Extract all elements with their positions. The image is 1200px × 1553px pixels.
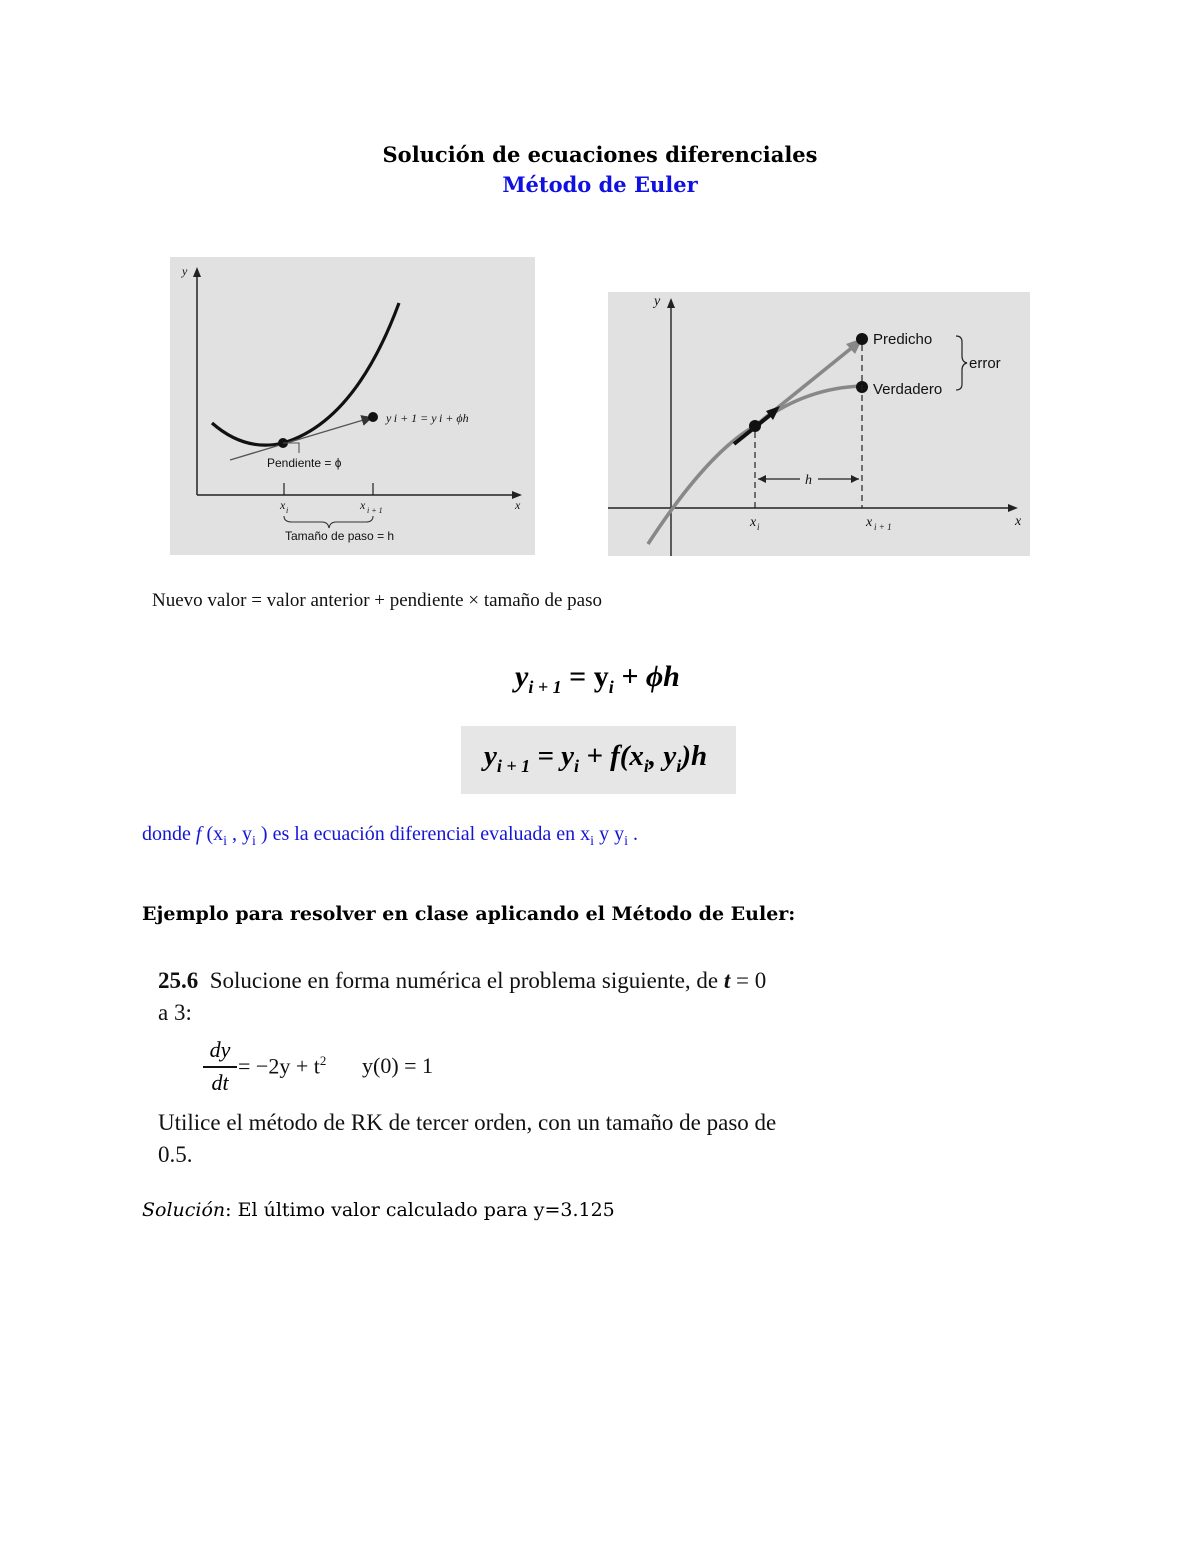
- solution-line: [142, 1199, 615, 1221]
- xi-label: x: [750, 515, 757, 530]
- x-axis-label: x: [1015, 514, 1022, 529]
- where-note: donde f ($x_i$ , $y_i$ ) es la ecuación diferencial evaluada en $x_i$ y $y_i$ .: [142, 823, 638, 849]
- instruction-line-2: 0.5.: [158, 1142, 193, 1167]
- svg-text:i: i: [757, 522, 760, 532]
- step-brace: [284, 516, 373, 528]
- true-label: Verdadero: [873, 381, 943, 398]
- slope-label: Pendiente = ϕ: [267, 456, 342, 470]
- svg-text:i + 1: i + 1: [874, 522, 892, 532]
- euler-diagram-right: [608, 292, 1030, 556]
- euler-diagram-left-svg: [170, 257, 535, 555]
- xi1-label: x: [360, 498, 366, 512]
- problem-line-2: a 3:: [158, 1000, 192, 1025]
- current-point: [749, 420, 761, 432]
- error-label: error: [969, 355, 1001, 372]
- predicted-point: [856, 333, 868, 345]
- error-brace: [956, 336, 967, 390]
- step-label: Tamaño de paso = h: [285, 529, 395, 543]
- euler-equation-phi: $y_{i + 1} = y_i + \phi h$: [515, 660, 680, 697]
- euler-diagram-left: [170, 257, 535, 555]
- page-title: Solución de ecuaciones diferenciales: [382, 142, 818, 167]
- y-axis-label: y: [654, 294, 661, 309]
- solution-label: Solución: [142, 1199, 226, 1221]
- page-subtitle: Método de Euler: [502, 172, 698, 197]
- fraction-bar: [203, 1066, 237, 1068]
- predicted-point: [368, 412, 378, 422]
- derivative-denominator: dt: [211, 1070, 229, 1095]
- euler-equation-f: $y_{i + 1} = y_i + f(x_i$, $y_i)h$: [484, 740, 708, 776]
- slope-line: [230, 418, 370, 460]
- problem-line-1: 25.6 Solucione en forma numérica el problema siguiente, de t = 0: [158, 968, 767, 993]
- y-axis-label: y: [182, 264, 188, 278]
- derivative-numerator: dy: [209, 1037, 231, 1062]
- svg-text:i + 1: i + 1: [367, 506, 383, 515]
- predicted-label: Predicho: [873, 331, 933, 348]
- instruction-line-1: Utilice el método de RK de tercer orden, con un tamaño de paso de: [158, 1110, 777, 1135]
- problem-number: 25.6: [158, 968, 199, 993]
- euler-diagram-right-svg: [608, 292, 1030, 556]
- ode-rhs: = $-2y + t^2$: [238, 1053, 327, 1079]
- initial-condition: y(0) = 1: [362, 1053, 434, 1078]
- svg-text:i: i: [286, 506, 289, 515]
- example-heading: Ejemplo para resolver en clase aplicando el Método de Euler:: [142, 903, 796, 925]
- xi1-label: x: [866, 515, 873, 530]
- formula-label: y i + 1 = y i + ϕh: [386, 411, 469, 425]
- x-axis-label: x: [515, 498, 521, 512]
- solution-text: : El último valor calculado para y=3.125: [225, 1199, 615, 1221]
- true-solution-curve: [212, 303, 399, 445]
- h-label: h: [805, 473, 812, 488]
- euler-rule-text: Nuevo valor = valor anterior + pendiente × tamaño de paso: [152, 590, 602, 611]
- xi-label: x: [280, 498, 286, 512]
